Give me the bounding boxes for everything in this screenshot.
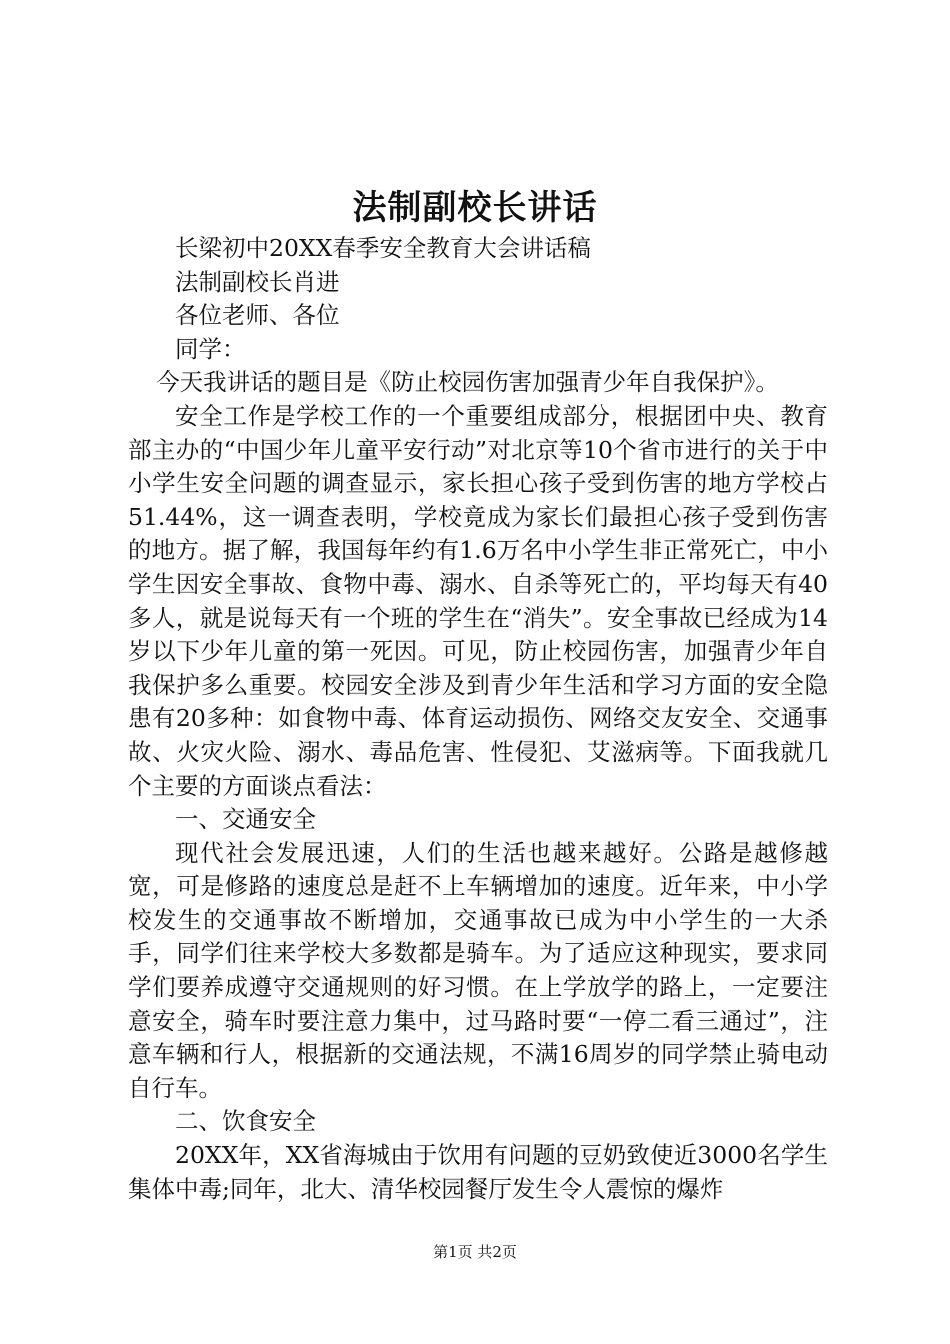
paragraph-body: 安全工作是学校工作的一个重要组成部分，根据团中央、教育部主办的“中国少年儿童平安行动”对北京等10个省市进行的关于中小学生安全问题的调查显示，家长担心孩子受到伤害的地方学校占51.44%，这一调查表明，学校竟成为家长们最担心孩子受到伤害的地方。据了解，我国每年约有1.6万名中小学生非正常死亡，中小学生因安全事故、食物中毒、溺水、自杀等死亡的，平均每天有40多人，就是说每天有一个班的学生在“消失”。安全事故已经成为14岁以下少年儿童的第一死因。可见，防止校园伤害，加强青少年自我保护多么重要。校园安全涉及到青少年生活和学习方面的安全隐患有20多种：如食物中毒、体育运动损伤、网络交友安全、交通事故、火灾火险、溺水、毒品危害、性侵犯、艾滋病等。下面我就几个主要的方面谈点看法：: [128, 401, 828, 800]
page-footer: 第1页 共2页: [433, 1243, 517, 1261]
paragraph-speaker: 法制副校长肖进: [175, 267, 340, 296]
paragraph-topic: 今天我讲话的题目是《防止校园伤害加强青少年自我保护》。: [156, 368, 779, 397]
document-body: [128, 232, 828, 1206]
paragraph-heading-line: 长梁初中20XX春季安全教育大会讲话稿: [175, 234, 591, 262]
paragraph-salutation: 各位老师、各位: [175, 301, 340, 330]
paragraph-body: 现代社会发展迅速，人们的生活也越来越好。公路是越修越宽，可是修路的速度总是赶不上车辆增加的速度。近年来，中小学校发生的交通事故不断增加，交通事故已成为中小学生的一大杀手，同学们往来学校大多数都是骑车。为了适应这种现实，要求同学们要养成遵守交通规则的好习惯。在上学放学的路上，一定要注意安全，骑车时要注意力集中，过马路时要“一停二看三通过”，注意车辆和行人，根据新的交通法规，不满16周岁的同学禁止骑电动自行车。: [128, 838, 828, 1102]
section-heading-food: 二、饮食安全: [175, 1107, 316, 1136]
paragraph-salutation-cont: 同学：: [175, 334, 246, 363]
section-heading-traffic: 一、交通安全: [175, 805, 316, 834]
document-title: 法制副校长讲话: [352, 188, 598, 228]
paragraph-body: 20XX年，XX省海城由于饮用有问题的豆奶致使近3000名学生集体中毒;同年，北大、清华校园餐厅发生令人震惊的爆炸: [128, 1141, 828, 1203]
